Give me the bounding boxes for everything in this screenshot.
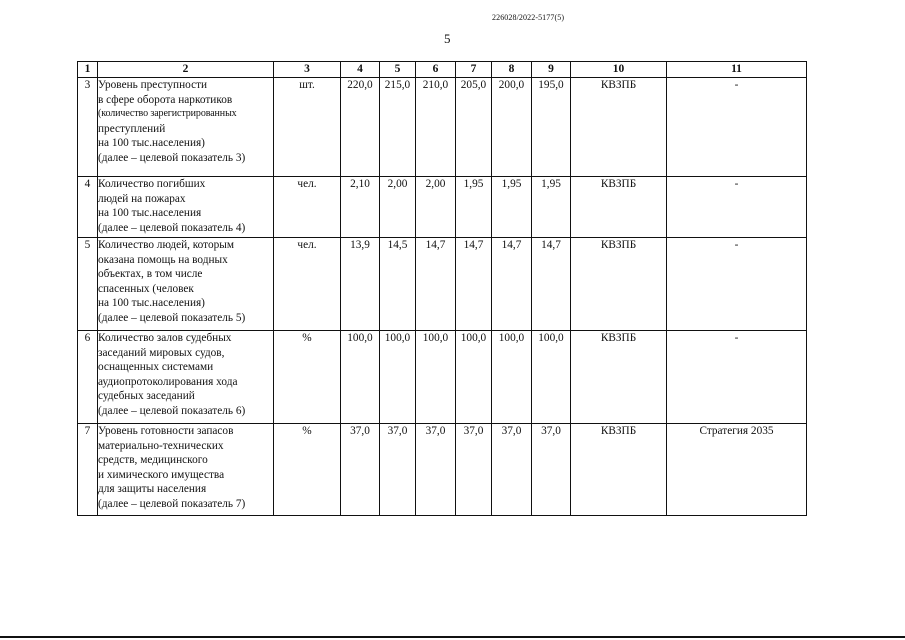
indicator-name-line: средств, медицинского <box>98 454 208 466</box>
value-cell: 14,7 <box>456 238 492 331</box>
value-cell: 14,7 <box>532 238 571 331</box>
table-row <box>78 331 807 424</box>
column-header: 5 <box>380 62 416 78</box>
indicator-name-line: и химического имущества <box>98 468 225 481</box>
indicator-name <box>98 331 274 424</box>
row-number: 3 <box>78 78 98 177</box>
indicator-name-line: материально-технических <box>98 439 224 452</box>
indicator-name <box>98 424 274 516</box>
column-header: 11 <box>667 62 807 78</box>
indicator-name-line: (количество зарегистрированных <box>98 108 237 119</box>
indicator-name-line: Количество людей, которым <box>98 239 235 251</box>
value-cell: 37,0 <box>416 424 456 516</box>
indicator-name-line: оказана помощь на водных <box>98 253 228 266</box>
indicators-table <box>77 61 807 516</box>
value-cell: 2,00 <box>380 177 416 238</box>
value-cell: 100,0 <box>341 331 380 424</box>
responsible-cell: КВЗПБ <box>571 424 667 516</box>
indicator-name-line: судебных заседаний <box>98 390 195 402</box>
value-cell: 220,0 <box>341 78 380 177</box>
unit-cell: шт. <box>274 78 341 177</box>
table-row <box>78 424 807 516</box>
unit-cell: % <box>274 424 341 516</box>
column-header: 3 <box>274 62 341 78</box>
indicator-name <box>98 177 274 238</box>
table-header-row <box>78 62 807 78</box>
value-cell: 14,7 <box>416 238 456 331</box>
column-header: 1 <box>78 62 98 78</box>
indicator-name-line: объектах, в том числе <box>98 268 203 280</box>
column-header: 4 <box>341 62 380 78</box>
unit-cell: чел. <box>274 177 341 238</box>
indicator-name-line: Количество погибших <box>98 178 206 190</box>
value-cell: 205,0 <box>456 78 492 177</box>
value-cell: 200,0 <box>492 78 532 177</box>
indicator-name-line: аудиопротоколирования хода <box>98 375 238 388</box>
value-cell: 14,7 <box>492 238 532 331</box>
value-cell: 1,95 <box>492 177 532 238</box>
value-cell: 1,95 <box>456 177 492 238</box>
indicator-name-line: на 100 тыс.населения) <box>98 297 205 309</box>
document-cell: - <box>667 238 807 331</box>
responsible-cell: КВЗПБ <box>571 177 667 238</box>
indicator-name <box>98 78 274 177</box>
row-number: 5 <box>78 238 98 331</box>
column-header: 2 <box>98 62 274 78</box>
indicator-name-line: (далее – целевой показатель 7) <box>98 497 246 510</box>
indicator-name <box>98 238 274 331</box>
table-row <box>78 238 807 331</box>
value-cell: 100,0 <box>416 331 456 424</box>
value-cell: 210,0 <box>416 78 456 177</box>
indicator-name-line: людей на пожарах <box>98 192 186 205</box>
indicator-name-line: Уровень готовности запасов <box>98 425 234 437</box>
value-cell: 37,0 <box>341 424 380 516</box>
document-cell: - <box>667 177 807 238</box>
table-row <box>78 177 807 238</box>
indicator-name-line: (далее – целевой показатель 5) <box>98 311 246 324</box>
unit-cell: чел. <box>274 238 341 331</box>
indicator-name-line: оснащенных системами <box>98 361 214 373</box>
indicator-name-line: в сфере оборота наркотиков <box>98 93 233 106</box>
row-number: 7 <box>78 424 98 516</box>
document-cell: - <box>667 78 807 177</box>
unit-cell: % <box>274 331 341 424</box>
value-cell: 37,0 <box>532 424 571 516</box>
value-cell: 215,0 <box>380 78 416 177</box>
indicator-name-line: Количество залов судебных <box>98 332 232 344</box>
value-cell: 2,10 <box>341 177 380 238</box>
document-cell: - <box>667 331 807 424</box>
indicator-name-line: заседаний мировых судов, <box>98 346 225 359</box>
indicator-name-line: Уровень преступности <box>98 79 208 91</box>
value-cell: 100,0 <box>492 331 532 424</box>
value-cell: 37,0 <box>380 424 416 516</box>
row-number: 6 <box>78 331 98 424</box>
responsible-cell: КВЗПБ <box>571 331 667 424</box>
value-cell: 195,0 <box>532 78 571 177</box>
indicator-name-line: на 100 тыс.населения <box>98 207 202 219</box>
responsible-cell: КВЗПБ <box>571 78 667 177</box>
document-cell: Стратегия 2035 <box>667 424 807 516</box>
value-cell: 37,0 <box>456 424 492 516</box>
indicator-name-line: на 100 тыс.населения) <box>98 137 205 149</box>
column-header: 9 <box>532 62 571 78</box>
column-header: 8 <box>492 62 532 78</box>
value-cell: 100,0 <box>380 331 416 424</box>
page-number: 5 <box>444 31 451 46</box>
value-cell: 2,00 <box>416 177 456 238</box>
value-cell: 100,0 <box>456 331 492 424</box>
value-cell: 37,0 <box>492 424 532 516</box>
indicator-name-line: (далее – целевой показатель 3) <box>98 151 246 164</box>
document-registration-number: 226028/2022-5177(5) <box>492 13 565 22</box>
indicator-name-line: преступлений <box>98 122 166 135</box>
value-cell: 14,5 <box>380 238 416 331</box>
indicator-name-line: спасенных (человек <box>98 282 194 295</box>
column-header: 10 <box>571 62 667 78</box>
responsible-cell: КВЗПБ <box>571 238 667 331</box>
column-header: 6 <box>416 62 456 78</box>
page-bottom-edge <box>0 636 905 638</box>
indicator-name-line: (далее – целевой показатель 6) <box>98 404 246 417</box>
value-cell: 100,0 <box>532 331 571 424</box>
value-cell: 13,9 <box>341 238 380 331</box>
column-header: 7 <box>456 62 492 78</box>
indicator-name-line: для защиты населения <box>98 483 207 495</box>
value-cell: 1,95 <box>532 177 571 238</box>
table-row <box>78 78 807 177</box>
row-number: 4 <box>78 177 98 238</box>
indicator-name-line: (далее – целевой показатель 4) <box>98 221 246 234</box>
